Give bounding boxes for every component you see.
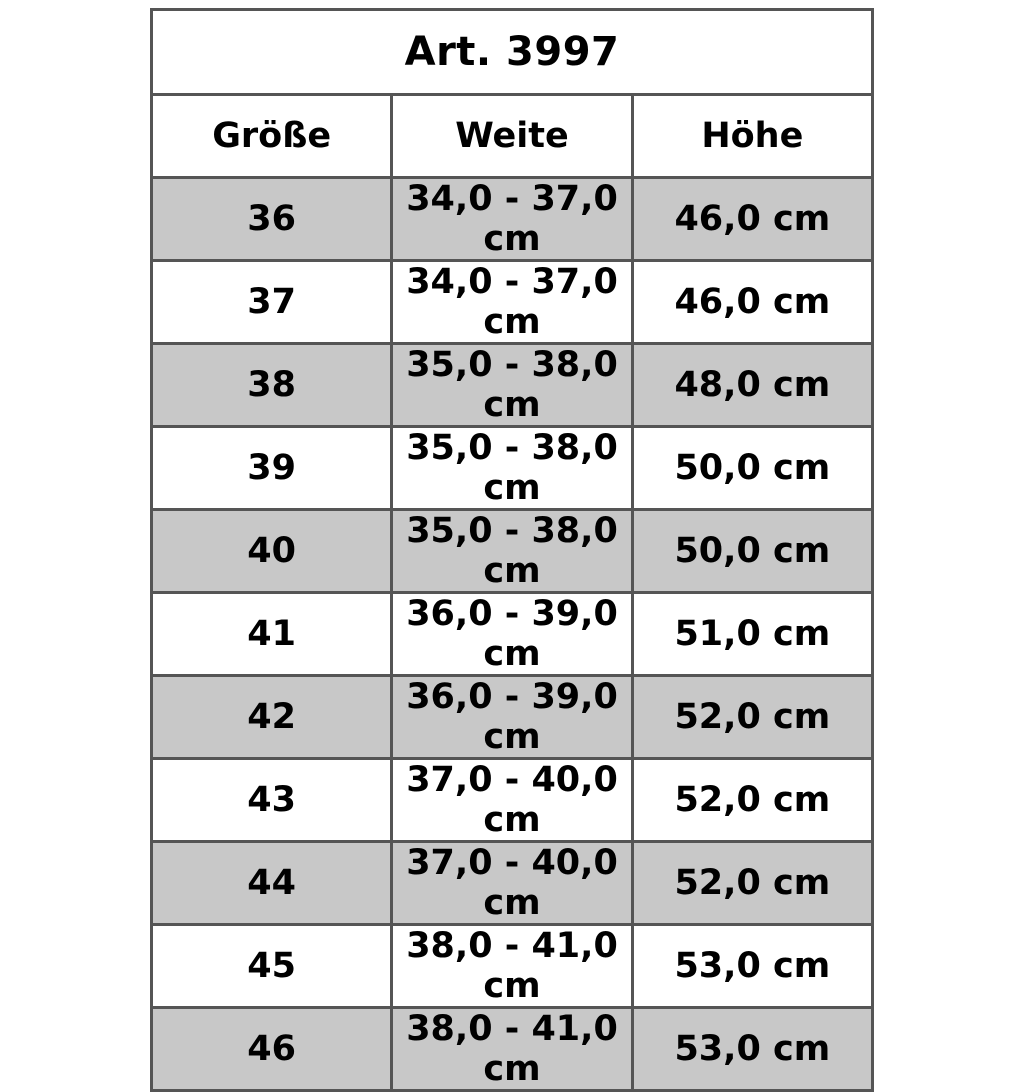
cell-size: 40: [152, 510, 392, 593]
cell-width: 36,0 - 39,0 cm: [392, 593, 632, 676]
table-row: [152, 178, 873, 261]
column-header-size: Größe: [152, 95, 392, 178]
cell-height: 46,0 cm: [632, 261, 872, 344]
cell-height: 50,0 cm: [632, 427, 872, 510]
cell-size: 42: [152, 676, 392, 759]
cell-size: 36: [152, 178, 392, 261]
cell-width: 38,0 - 41,0 cm: [392, 925, 632, 1008]
table-row: [152, 593, 873, 676]
size-table: [150, 8, 874, 1092]
cell-size: 41: [152, 593, 392, 676]
cell-width: 35,0 - 38,0 cm: [392, 510, 632, 593]
cell-size: 37: [152, 261, 392, 344]
size-table-container: [150, 8, 874, 1089]
cell-height: 48,0 cm: [632, 344, 872, 427]
cell-width: 38,0 - 41,0 cm: [392, 1008, 632, 1091]
table-title: Art. 3997: [152, 10, 873, 95]
table-row: [152, 344, 873, 427]
cell-size: 46: [152, 1008, 392, 1091]
cell-height: 51,0 cm: [632, 593, 872, 676]
cell-height: 52,0 cm: [632, 676, 872, 759]
cell-width: 36,0 - 39,0 cm: [392, 676, 632, 759]
cell-width: 35,0 - 38,0 cm: [392, 344, 632, 427]
cell-width: 34,0 - 37,0 cm: [392, 178, 632, 261]
cell-size: 38: [152, 344, 392, 427]
cell-height: 50,0 cm: [632, 510, 872, 593]
cell-size: 43: [152, 759, 392, 842]
cell-height: 52,0 cm: [632, 842, 872, 925]
table-row: [152, 510, 873, 593]
table-row: [152, 1008, 873, 1091]
column-header-width: Weite: [392, 95, 632, 178]
table-row: [152, 427, 873, 510]
table-title-row: [152, 10, 873, 95]
column-header-height: Höhe: [632, 95, 872, 178]
cell-size: 39: [152, 427, 392, 510]
table-row: [152, 842, 873, 925]
cell-size: 45: [152, 925, 392, 1008]
cell-width: 37,0 - 40,0 cm: [392, 759, 632, 842]
table-row: [152, 759, 873, 842]
cell-width: 37,0 - 40,0 cm: [392, 842, 632, 925]
table-header-row: [152, 95, 873, 178]
cell-height: 46,0 cm: [632, 178, 872, 261]
cell-size: 44: [152, 842, 392, 925]
cell-width: 35,0 - 38,0 cm: [392, 427, 632, 510]
cell-width: 34,0 - 37,0 cm: [392, 261, 632, 344]
cell-height: 52,0 cm: [632, 759, 872, 842]
cell-height: 53,0 cm: [632, 925, 872, 1008]
size-table-body: [152, 10, 873, 1091]
cell-height: 53,0 cm: [632, 1008, 872, 1091]
table-row: [152, 676, 873, 759]
table-row: [152, 261, 873, 344]
table-row: [152, 925, 873, 1008]
